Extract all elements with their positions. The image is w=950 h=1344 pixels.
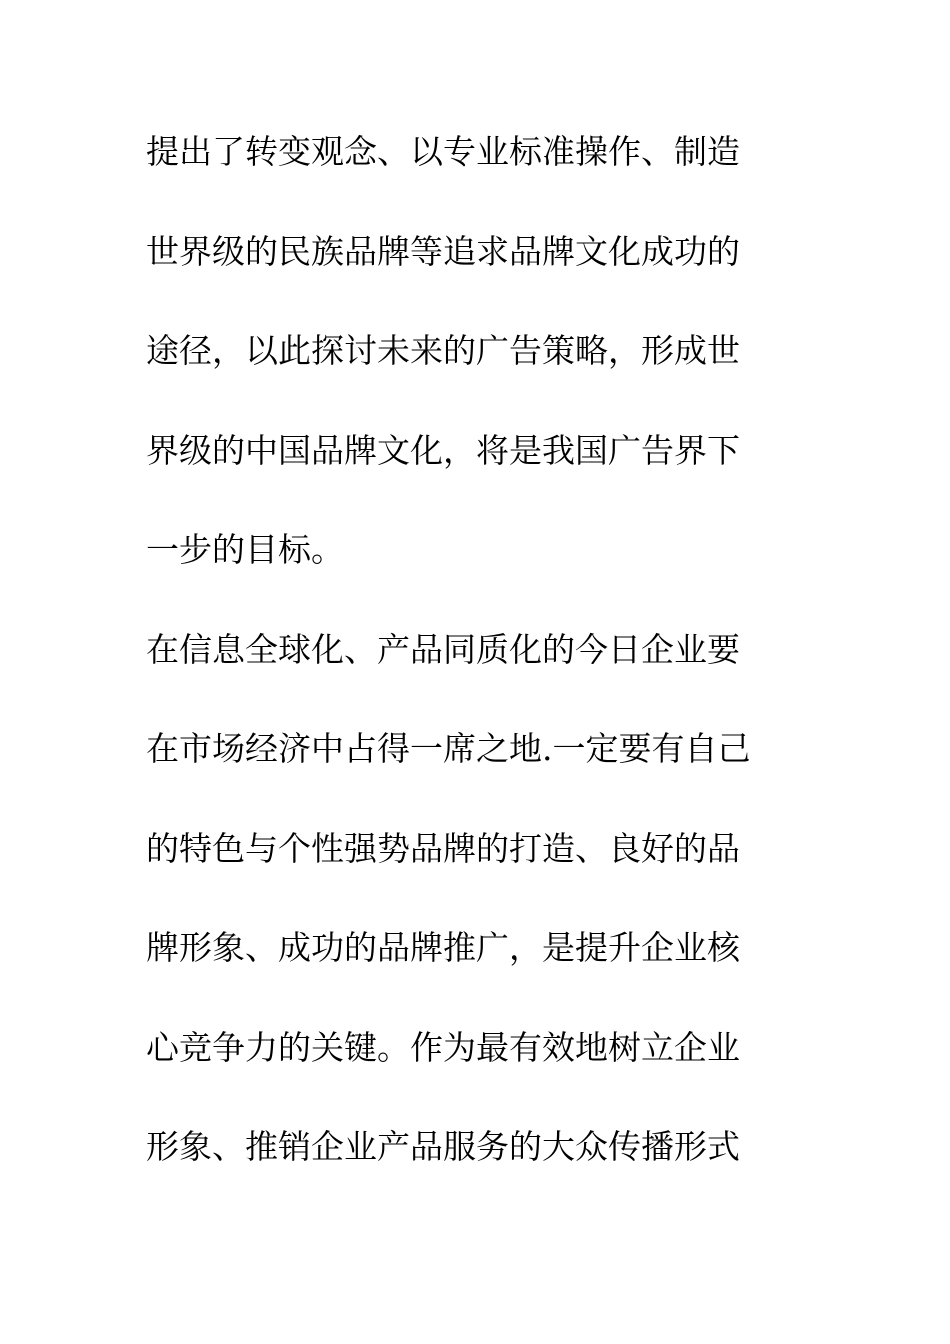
text-line: 一步的目标。 — [146, 530, 344, 569]
text-line: 途径，以此探讨未来的广告策略，形成世 — [146, 331, 740, 370]
text-line: 在信息全球化、产品同质化的今日企业要 — [146, 629, 740, 669]
text-line: 在市场经济中占得一席之地.一定要有自己 — [146, 729, 751, 768]
body-text — [146, 126, 826, 1221]
text-line: 牌形象、成功的品牌推广，是提升企业核 — [146, 928, 740, 967]
text-line: 世界级的民族品牌等追求品牌文化成功的 — [146, 231, 740, 271]
text-line: 提出了转变观念、以专业标准操作、制造 — [146, 132, 740, 171]
text-line: 界级的中国品牌文化，将是我国广告界下 — [146, 430, 740, 470]
text-line: 心竞争力的关键。作为最有效地树立企业 — [146, 1027, 740, 1067]
text-line: 的特色与个性强势品牌的打造、良好的品 — [146, 828, 740, 868]
text-line: 形象、推销企业产品服务的大众传播形式 — [146, 1127, 740, 1166]
